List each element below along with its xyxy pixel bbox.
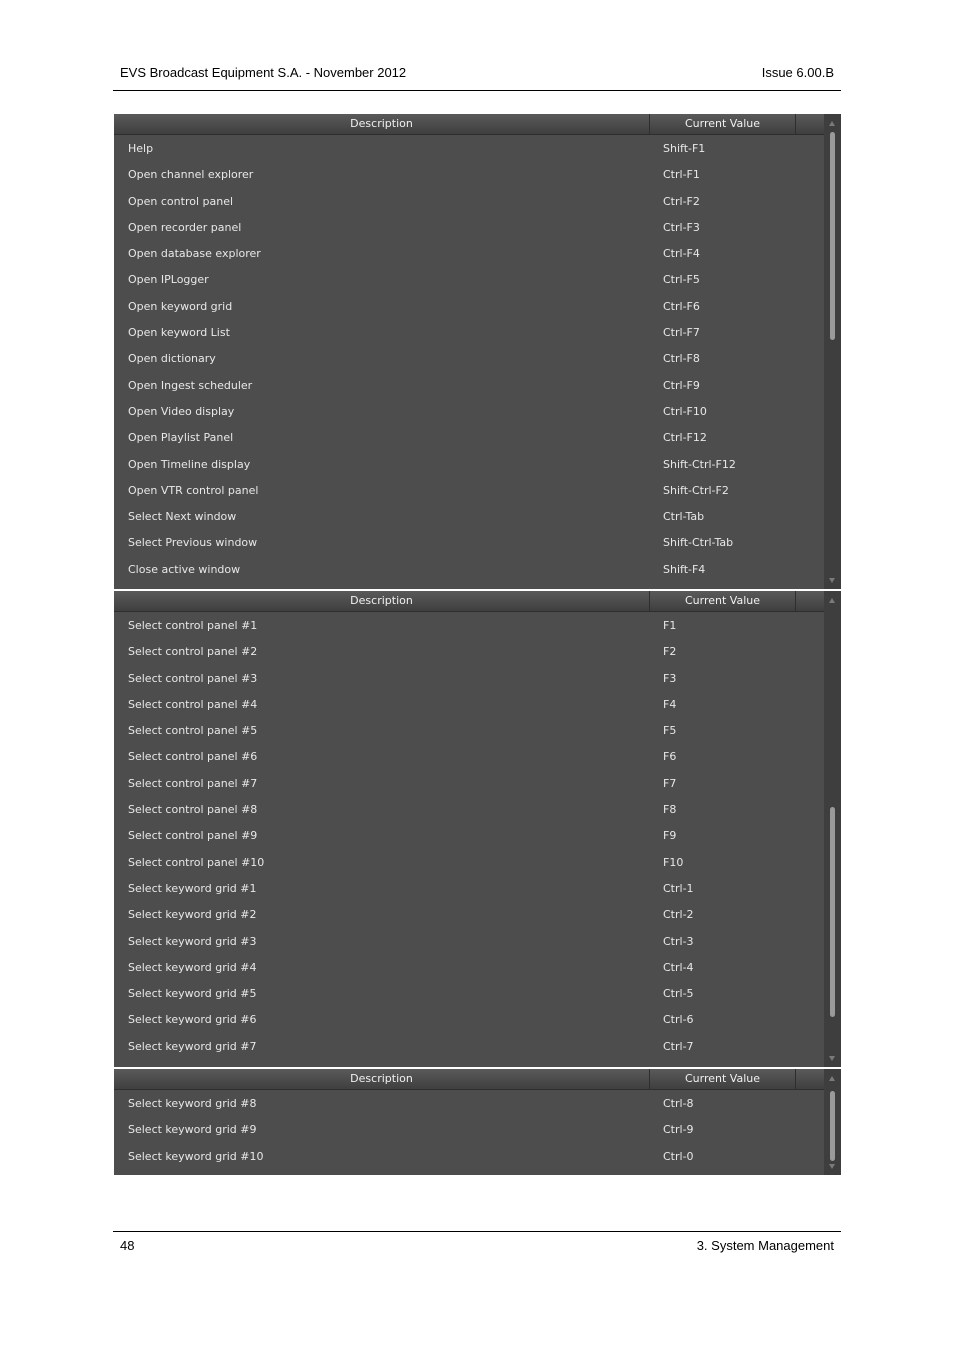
shortcut-value[interactable]: Ctrl-F10 xyxy=(663,404,707,418)
shortcut-description: Select Previous window xyxy=(128,536,258,550)
table-row[interactable] xyxy=(114,822,824,848)
table-row[interactable] xyxy=(114,424,824,450)
scroll-down-arrow-icon[interactable] xyxy=(829,1056,835,1061)
table-row[interactable] xyxy=(114,188,824,214)
shortcut-value[interactable]: Ctrl-F7 xyxy=(663,326,700,340)
shortcut-value[interactable]: F2 xyxy=(663,645,677,659)
shortcut-value[interactable]: F5 xyxy=(663,724,677,738)
table-row[interactable] xyxy=(114,796,824,822)
shortcut-description: Select keyword grid #5 xyxy=(128,987,257,1001)
table-row[interactable] xyxy=(114,954,824,980)
shortcut-description: Select keyword grid #3 xyxy=(128,934,257,948)
header-issue: Issue 6.00.B xyxy=(761,65,834,80)
shortcut-value[interactable]: Shift-Ctrl-Tab xyxy=(663,536,734,550)
shortcut-value[interactable]: Ctrl-5 xyxy=(663,987,694,1001)
footer-section-title: 3. System Management xyxy=(696,1238,834,1253)
table-row[interactable] xyxy=(114,477,824,503)
table-row[interactable] xyxy=(114,345,824,371)
scroll-down-arrow-icon[interactable] xyxy=(829,578,835,583)
shortcut-description: Select control panel #3 xyxy=(128,671,258,685)
shortcut-description: Select keyword grid #1 xyxy=(128,881,257,895)
header-divider xyxy=(113,90,841,91)
shortcut-value[interactable]: Ctrl-4 xyxy=(663,960,694,974)
shortcut-description: Select keyword grid #8 xyxy=(128,1097,257,1110)
scrollbar-thumb[interactable] xyxy=(830,807,835,1017)
table-row[interactable] xyxy=(114,529,824,555)
table-row[interactable] xyxy=(114,398,824,424)
shortcut-description: Open keyword grid xyxy=(128,299,233,313)
shortcut-description: Open Timeline display xyxy=(128,457,251,471)
scroll-up-arrow-icon[interactable] xyxy=(829,1076,835,1081)
shortcut-description: Help xyxy=(128,142,154,155)
table-row[interactable] xyxy=(114,875,824,901)
shortcut-table-1 xyxy=(114,114,841,589)
shortcut-value[interactable]: Ctrl-F2 xyxy=(663,194,700,208)
shortcut-value[interactable]: Ctrl-F3 xyxy=(663,220,700,234)
page-footer xyxy=(120,1238,834,1256)
shortcut-value[interactable]: Shift-F4 xyxy=(663,562,706,576)
table-row[interactable] xyxy=(114,266,824,292)
table-row[interactable] xyxy=(114,1143,824,1169)
table-row[interactable] xyxy=(114,1090,824,1116)
column-header-current-value[interactable]: Current Value xyxy=(650,1069,796,1089)
shortcut-description: Select control panel #6 xyxy=(128,750,258,764)
shortcut-value[interactable]: Ctrl-0 xyxy=(663,1149,694,1163)
table-row[interactable] xyxy=(114,1006,824,1032)
table-row[interactable] xyxy=(114,612,824,638)
scrollbar-thumb[interactable] xyxy=(830,1091,835,1161)
table-row[interactable] xyxy=(114,556,824,582)
table-row[interactable] xyxy=(114,980,824,1006)
shortcut-value[interactable]: Ctrl-F1 xyxy=(663,168,700,182)
shortcut-description: Open Playlist Panel xyxy=(128,431,234,445)
shortcut-value[interactable]: Ctrl-F12 xyxy=(663,431,707,445)
table-row[interactable] xyxy=(114,743,824,769)
table-row[interactable] xyxy=(114,135,824,161)
footer-divider xyxy=(113,1231,841,1232)
column-header-current-value[interactable]: Current Value xyxy=(650,114,796,134)
column-header-current-value[interactable]: Current Value xyxy=(650,591,796,611)
shortcut-description: Select keyword grid #9 xyxy=(128,1123,257,1137)
shortcut-description: Open control panel xyxy=(128,194,234,208)
shortcut-value[interactable]: F7 xyxy=(663,776,677,790)
table-row[interactable] xyxy=(114,901,824,927)
column-header-description[interactable]: Description xyxy=(114,114,650,134)
shortcut-value[interactable]: F6 xyxy=(663,750,677,764)
shortcut-description: Open Video display xyxy=(128,404,235,418)
table-row[interactable] xyxy=(114,1116,824,1142)
shortcut-value[interactable]: F4 xyxy=(663,697,677,711)
shortcut-value[interactable]: Ctrl-7 xyxy=(663,1039,694,1053)
shortcut-description: Open IPLogger xyxy=(128,273,209,287)
shortcut-description: Select control panel #8 xyxy=(128,803,258,817)
shortcut-value[interactable]: Shift-F1 xyxy=(663,142,706,155)
shortcut-description: Select keyword grid #7 xyxy=(128,1039,257,1053)
shortcut-value[interactable]: Shift-Ctrl-F12 xyxy=(663,457,736,471)
shortcut-value[interactable]: Ctrl-F4 xyxy=(663,247,700,261)
shortcut-description: Select keyword grid #6 xyxy=(128,1013,257,1027)
table-row[interactable] xyxy=(114,451,824,477)
table-row[interactable] xyxy=(114,849,824,875)
vertical-scrollbar[interactable] xyxy=(824,591,841,1067)
shortcut-value[interactable]: Ctrl-F8 xyxy=(663,352,700,366)
table-header xyxy=(114,591,824,612)
shortcut-description: Open recorder panel xyxy=(128,220,242,234)
shortcut-table-2 xyxy=(114,591,841,1067)
shortcut-description: Open keyword List xyxy=(128,326,230,340)
shortcut-description: Select control panel #7 xyxy=(128,776,258,790)
table-header xyxy=(114,114,824,135)
scroll-up-arrow-icon[interactable] xyxy=(829,598,835,603)
shortcut-value[interactable]: F1 xyxy=(663,619,677,632)
shortcut-description: Select control panel #1 xyxy=(128,619,258,632)
shortcut-description: Select control panel #2 xyxy=(128,645,258,659)
shortcut-description: Open channel explorer xyxy=(128,168,254,182)
scrollbar-thumb[interactable] xyxy=(830,132,835,340)
table-row[interactable] xyxy=(114,717,824,743)
shortcut-description: Select keyword grid #4 xyxy=(128,960,257,974)
vertical-scrollbar[interactable] xyxy=(824,114,841,589)
table-row[interactable] xyxy=(114,638,824,664)
shortcut-value[interactable]: Shift-Ctrl-F2 xyxy=(663,483,729,497)
shortcut-value[interactable]: F10 xyxy=(663,855,684,869)
table-header xyxy=(114,1069,824,1090)
table-row[interactable] xyxy=(114,665,824,691)
shortcut-description: Select control panel #10 xyxy=(128,855,265,869)
shortcut-value[interactable]: F9 xyxy=(663,829,677,843)
table-row[interactable] xyxy=(114,214,824,240)
shortcut-value[interactable]: Ctrl-3 xyxy=(663,934,694,948)
shortcut-value[interactable]: Ctrl-9 xyxy=(663,1123,694,1137)
table-row[interactable] xyxy=(114,240,824,266)
scroll-up-arrow-icon[interactable] xyxy=(829,121,835,126)
shortcut-description: Select Next window xyxy=(128,510,237,524)
table-row[interactable] xyxy=(114,319,824,345)
shortcut-description: Open VTR control panel xyxy=(128,483,259,497)
table-row[interactable] xyxy=(114,503,824,529)
page-header xyxy=(120,65,834,83)
shortcut-value[interactable]: Ctrl-8 xyxy=(663,1097,694,1110)
vertical-scrollbar[interactable] xyxy=(824,1069,841,1175)
page-number: 48 xyxy=(120,1238,135,1253)
shortcut-value[interactable]: Ctrl-2 xyxy=(663,908,694,922)
column-header-description[interactable]: Description xyxy=(114,591,650,611)
table-row[interactable] xyxy=(114,161,824,187)
column-header-description[interactable]: Description xyxy=(114,1069,650,1089)
shortcut-value[interactable]: F3 xyxy=(663,671,677,685)
table-row[interactable] xyxy=(114,691,824,717)
table-body xyxy=(114,612,824,1059)
table-row[interactable] xyxy=(114,770,824,796)
table-body xyxy=(114,1090,824,1169)
shortcut-description: Select keyword grid #2 xyxy=(128,908,257,922)
scroll-down-arrow-icon[interactable] xyxy=(829,1164,835,1169)
table-row[interactable] xyxy=(114,293,824,319)
shortcut-description: Select control panel #5 xyxy=(128,724,258,738)
table-row[interactable] xyxy=(114,928,824,954)
shortcut-description: Open Ingest scheduler xyxy=(128,378,253,392)
shortcut-value[interactable]: F8 xyxy=(663,803,677,817)
shortcut-value[interactable]: Ctrl-F6 xyxy=(663,299,700,313)
shortcut-description: Open dictionary xyxy=(128,352,216,366)
header-company-date: EVS Broadcast Equipment S.A. - November 2012 xyxy=(120,65,407,80)
shortcut-description: Close active window xyxy=(128,562,241,576)
shortcut-description: Select keyword grid #10 xyxy=(128,1149,264,1163)
shortcut-value[interactable]: Ctrl-Tab xyxy=(663,510,705,524)
table-body xyxy=(114,135,824,582)
table-row[interactable] xyxy=(114,372,824,398)
shortcut-table-3 xyxy=(114,1069,841,1175)
shortcut-value[interactable]: Ctrl-6 xyxy=(663,1013,694,1027)
shortcut-description: Select control panel #4 xyxy=(128,697,258,711)
shortcut-description: Open database explorer xyxy=(128,247,261,261)
table-row[interactable] xyxy=(114,1033,824,1059)
shortcut-value[interactable]: Ctrl-F5 xyxy=(663,273,700,287)
shortcut-value[interactable]: Ctrl-1 xyxy=(663,881,694,895)
shortcut-value[interactable]: Ctrl-F9 xyxy=(663,378,700,392)
shortcut-description: Select control panel #9 xyxy=(128,829,258,843)
